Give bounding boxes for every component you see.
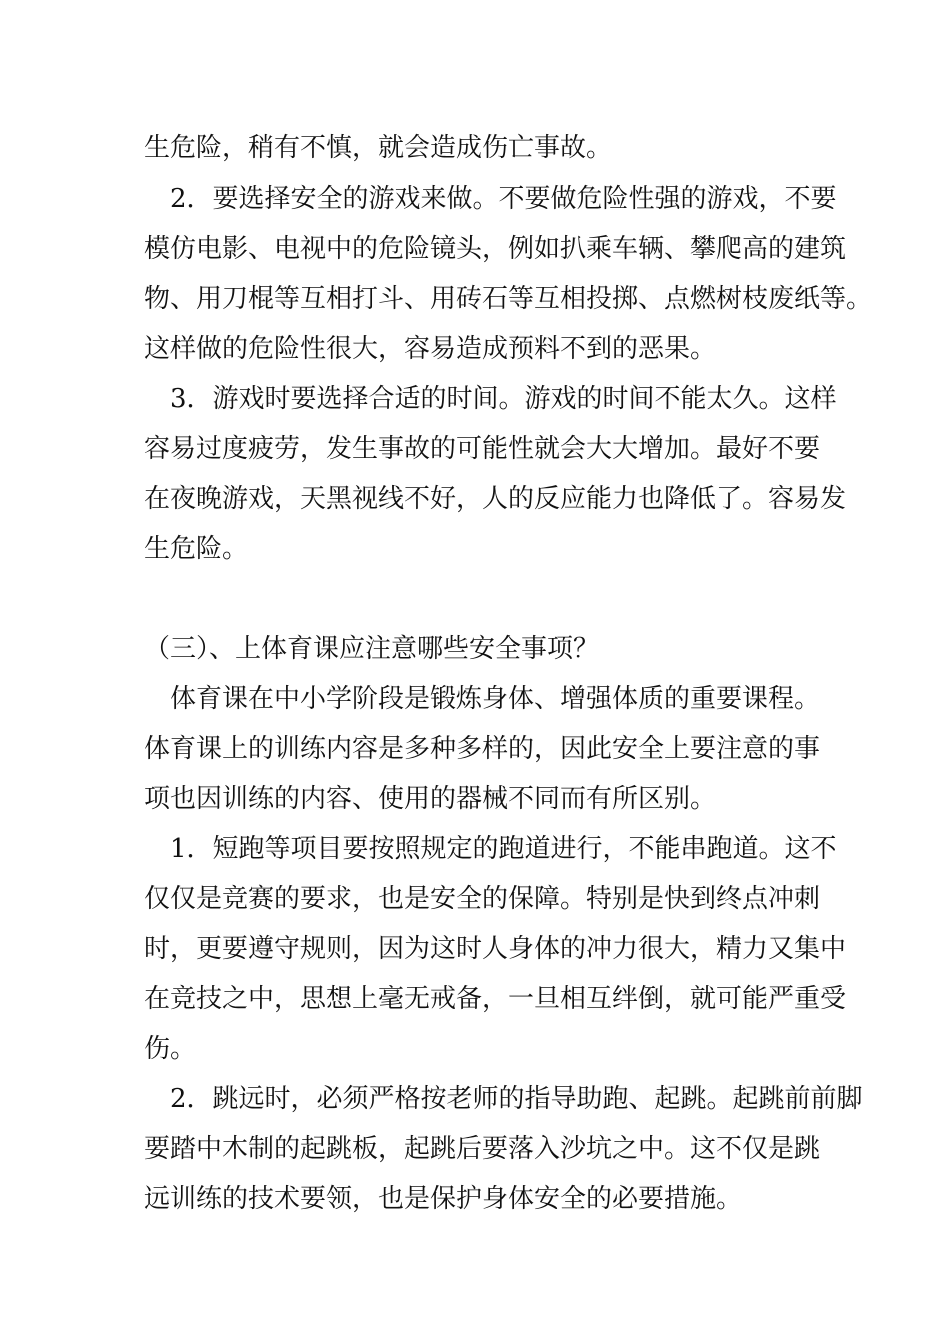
text-line: 1．短跑等项目要按照规定的跑道进行，不能串跑道。这不 bbox=[170, 834, 837, 864]
text-line: 远训练的技术要领，也是保护身体安全的必要措施。 bbox=[144, 1184, 743, 1214]
text-line: 2．要选择安全的游戏来做。不要做危险性强的游戏，不要 bbox=[170, 184, 837, 214]
text-line: 容易过度疲劳，发生事故的可能性就会大大增加。最好不要 bbox=[144, 434, 821, 464]
text-line: 生危险，稍有不慎，就会造成伤亡事故。 bbox=[144, 133, 613, 163]
text-line: 在竞技之中，思想上毫无戒备，一旦相互绊倒，就可能严重受 bbox=[144, 984, 847, 1014]
text-line: 时，更要遵守规则，因为这时人身体的冲力很大，精力又集中 bbox=[144, 934, 847, 964]
text-line: 体育课上的训练内容是多种多样的，因此安全上要注意的事 bbox=[144, 734, 821, 764]
text-line: 在夜晚游戏，天黑视线不好，人的反应能力也降低了。容易发 bbox=[144, 484, 847, 514]
text-line: 生危险。 bbox=[144, 534, 249, 564]
text-line: 体育课在中小学阶段是锻炼身体、增强体质的重要课程。 bbox=[170, 684, 821, 714]
text-line: 伤。 bbox=[144, 1034, 197, 1064]
text-line: 2．跳远时，必须严格按老师的指导助跑、起跳。起跳前前脚 bbox=[170, 1084, 863, 1114]
text-line: 项也因训练的内容、使用的器械不同而有所区别。 bbox=[144, 784, 717, 814]
text-line: 3．游戏时要选择合适的时间。游戏的时间不能太久。这样 bbox=[170, 384, 837, 414]
text-line: 仅仅是竞赛的要求，也是安全的保障。特别是快到终点冲刺 bbox=[144, 884, 821, 914]
text-line: 模仿电影、电视中的危险镜头，例如扒乘车辆、攀爬高的建筑 bbox=[144, 234, 847, 264]
text-line: 要踏中木制的起跳板，起跳后要落入沙坑之中。这不仅是跳 bbox=[144, 1134, 821, 1164]
section-heading: （三）、上体育课应注意哪些安全事项？ bbox=[144, 634, 600, 664]
text-line: 物、用刀棍等互相打斗、用砖石等互相投掷、点燃树枝废纸等。 bbox=[144, 284, 873, 314]
text-line: 这样做的危险性很大，容易造成预料不到的恶果。 bbox=[144, 334, 717, 364]
